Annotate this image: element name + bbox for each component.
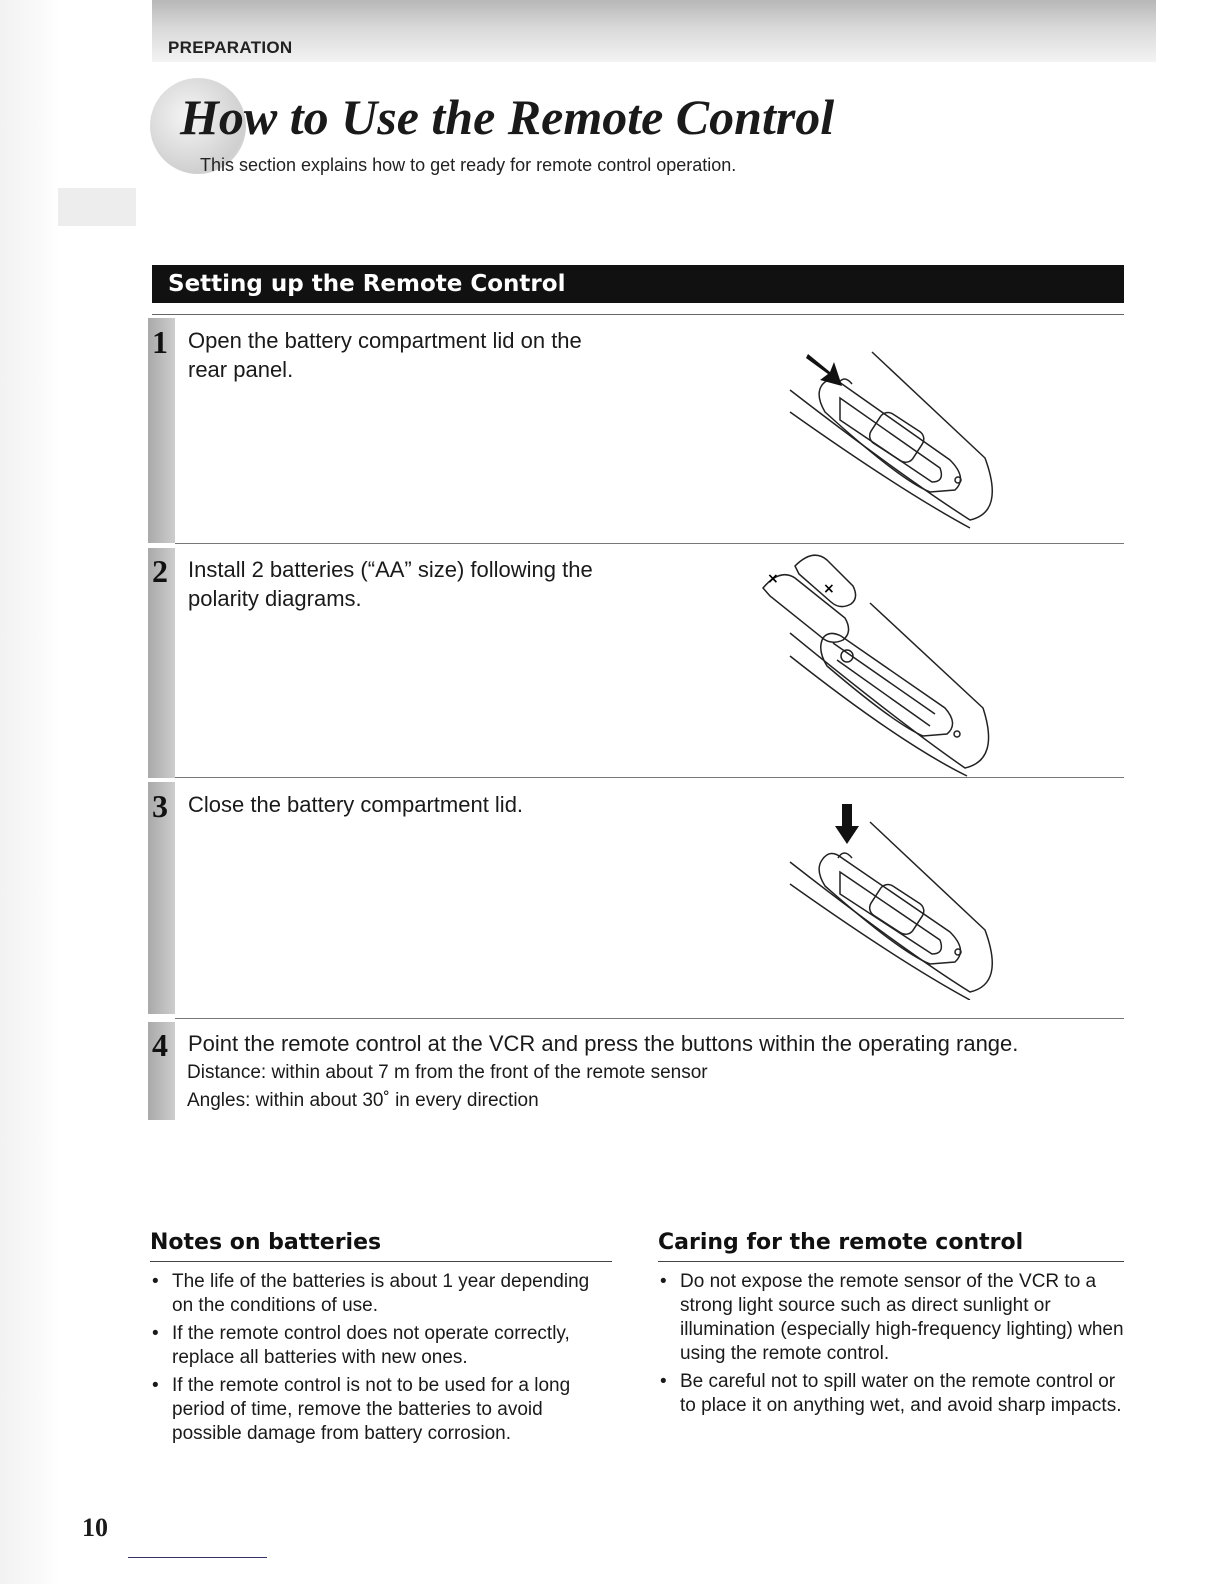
notes-batteries-rule bbox=[150, 1261, 612, 1262]
page-subtitle: This section explains how to get ready for remote control operation. bbox=[200, 155, 737, 175]
page-left-margin bbox=[0, 0, 60, 1584]
caring-remote-list bbox=[658, 1270, 1124, 1422]
svg-text:×: × bbox=[767, 571, 779, 587]
step-1-text: Open the battery compartment lid on the rear panel. bbox=[188, 328, 582, 382]
bottom-rule bbox=[128, 1557, 267, 1558]
step-2-text: Install 2 batteries (“AA” size) following the polarity diagrams. bbox=[188, 557, 593, 611]
remote-close-lid-illustration bbox=[780, 800, 1010, 1000]
step-1-number: 1 bbox=[152, 324, 168, 360]
section-heading: Setting up the Remote Control bbox=[152, 265, 1124, 303]
list-item: • Do not expose the remote sensor of the VCR to a strong light source such as direct sunlight or illumination (especially high-frequency lighting) when using the remote control. bbox=[658, 1270, 1124, 1366]
step-4-distance: Distance: within about 7 m from the front of the remote sensor bbox=[187, 1062, 708, 1083]
step-4-angles: Angles: within about 30˚ in every direction bbox=[187, 1090, 539, 1111]
page-title: How to Use the Remote Control bbox=[180, 89, 835, 145]
list-item: • If the remote control is not to be used for a long period of time, remove the batteries to avoid possible damage from battery corrosion. bbox=[150, 1374, 612, 1446]
arrow-down-icon bbox=[835, 804, 859, 844]
side-tab bbox=[58, 188, 136, 226]
list-item: • If the remote control does not operate correctly, replace all batteries with new ones. bbox=[150, 1322, 612, 1370]
step-2-number: 2 bbox=[152, 553, 168, 589]
caring-remote-heading: Caring for the remote control bbox=[658, 1230, 1024, 1255]
step-4-text: Point the remote control at the VCR and press the buttons within the operating range. bbox=[188, 1031, 1019, 1056]
notes-batteries-heading: Notes on batteries bbox=[150, 1230, 382, 1255]
step-4-number: 4 bbox=[152, 1027, 168, 1063]
step-divider bbox=[175, 543, 1124, 544]
page-number: 10 bbox=[82, 1513, 108, 1542]
step-divider bbox=[175, 1018, 1124, 1019]
notes-batteries-list bbox=[150, 1270, 612, 1450]
list-item: • Be careful not to spill water on the remote control or to place it on anything wet, and avoid sharp impacts. bbox=[658, 1370, 1124, 1418]
remote-open-lid-illustration bbox=[780, 340, 1010, 530]
header-bar bbox=[152, 0, 1156, 62]
step-3-number: 3 bbox=[152, 788, 168, 824]
step-divider bbox=[175, 777, 1124, 778]
arrow-down-right-icon bbox=[806, 354, 842, 386]
step-3-text: Close the battery compartment lid. bbox=[188, 792, 524, 817]
list-item: • The life of the batteries is about 1 year depending on the conditions of use. bbox=[150, 1270, 612, 1318]
caring-remote-rule bbox=[658, 1261, 1124, 1262]
svg-text:×: × bbox=[823, 581, 835, 597]
remote-install-batteries-illustration bbox=[755, 548, 1005, 778]
header-section-label: PREPARATION bbox=[168, 38, 293, 57]
section-rule bbox=[152, 314, 1124, 315]
